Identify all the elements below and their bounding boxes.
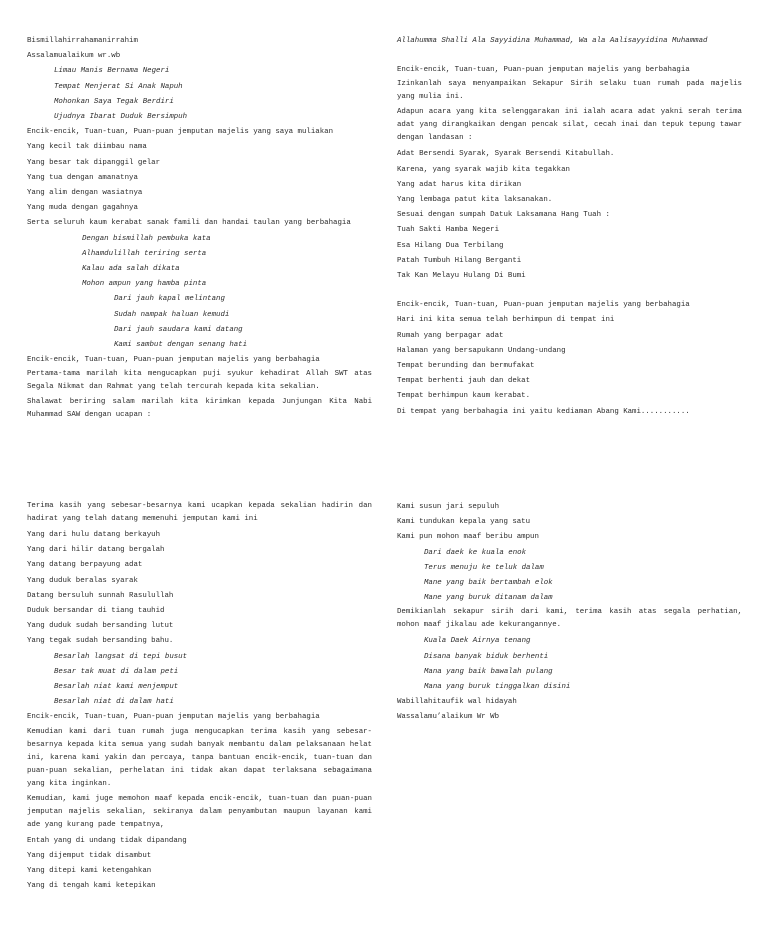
text-line: Kami susun jari sepuluh [397, 503, 500, 511]
text-line: Encik-encik, Tuan-tuan, Puan-puan jemputan majelis yang berbahagia [397, 66, 690, 75]
text-line: Yang ditepi kami ketengahkan [27, 867, 152, 876]
spacer [397, 284, 742, 298]
text-line: Tak Kan Melayu Hulang Di Bumi [397, 272, 526, 281]
verse-line: Mohon ampun yang hamba pinta [82, 280, 207, 289]
text-line: Bismillahirrahamanirrahim [27, 37, 138, 45]
verse-line: Dari daek ke kuala enok [424, 548, 527, 557]
section-shalawat [397, 34, 742, 420]
text-line: Yang duduk beralas syarak [27, 576, 138, 585]
verse-line: Limau Manis Bernama Negeri [54, 67, 170, 76]
text-line: Hari ini kita semua telah berhimpun di tempat ini [397, 316, 615, 325]
verse-line: Kuala Daek Airnya tenang [424, 637, 531, 646]
text-line: Assalamualaikum wr.wb [27, 52, 121, 61]
text-line: Encik-encik, Tuan-tuan, Puan-puan jemputan majelis yang saya muliakan [27, 128, 334, 137]
paragraph: Shalawat beriring salam marilah kita kirimkan kepada Junjungan Kita Nabi Muhammad SAW dengan ucapan : [27, 398, 372, 420]
paragraph: Terima kasih yang sebesar-besarnya kami ucapkan kepada sekalian hadirin dan hadirat yang telah datang memenuhi jemputan kami ini [27, 502, 372, 523]
text-line: Encik-encik, Tuan-tuan, Puan-puan jemputan majelis yang berbahagia [27, 713, 320, 722]
text-line: Yang dari hulu datang berkayuh [27, 531, 161, 539]
text-line: Wabillahitaufik wal hidayah [397, 698, 517, 707]
verse-line: Terus menuju ke teluk dalam [424, 563, 544, 572]
text-line: Kami tundukan kepala yang satu [397, 518, 531, 527]
text-line: Encik-encik, Tuan-tuan, Puan-puan jemputan majelis yang berbahagia [397, 301, 690, 310]
verse-line: Kami sambut dengan senang hati [114, 341, 248, 350]
verse-line: Kalau ada salah dikata [82, 265, 180, 274]
verse-line: Mane yang buruk ditanam dalam [424, 594, 553, 603]
paragraph: Kemudian, kami juge memohon maaf kepada encik-encik, tuan-tuan dan puan-puan jemputan majelis sekalian, sekiranya dalam penyambutan maupun layanan kami ade yang kurang pade tempatnya, [27, 794, 372, 829]
verse-line: Tempat Menjerat Si Anak Napuh [54, 82, 183, 91]
text-line: Yang tua dengan amanatnya [27, 173, 138, 182]
text-line: Yang duduk sudah bersanding lutut [27, 622, 174, 631]
verse-line: Ujudnya Ibarat Duduk Bersimpuh [54, 113, 188, 122]
text-line: Yang datang berpayung adat [27, 561, 143, 570]
text-line: Yang muda dengan gagahnya [27, 204, 138, 213]
text-line: Kami pun mohon maaf beribu ampun [397, 533, 539, 542]
text-line: Wassalamu’alaikum Wr Wb [397, 713, 500, 722]
text-line: Yang kecil tak diimbau nama [27, 143, 147, 152]
verse-line: Dengan bismillah pembuka kata [82, 234, 211, 243]
text-line: Serta seluruh kaum kerabat sanak famili dan handai taulan yang berbahagia [27, 219, 351, 228]
text-line: Tempat berhenti jauh dan dekat [397, 377, 531, 386]
paragraph: Izinkanlah saya menyampaikan Sekapur Sirih selaku tuan rumah pada majelis yang mulia ini. [397, 80, 742, 102]
text-line: Yang adat harus kita dirikan [397, 180, 522, 189]
text-line: Yang dijemput tidak disambut [27, 851, 152, 860]
verse-line: Mane yang baik bertambah elok [424, 579, 553, 588]
verse-line: Alhamdulillah teriring serta [82, 249, 207, 258]
text-line: Yang alim dengan wasiatnya [27, 189, 143, 198]
paragraph: Demikianlah sekapur sirih dari kami, terima kasih atas segala perhatian, mohon maaf jikalau ade kekurangannye. [397, 608, 742, 630]
verse-line: Besarlah niat kami menjemput [54, 683, 179, 692]
verse-line: Besarlah langsat di tepi busut [54, 652, 188, 661]
verse-line: Mana yang buruk tinggalkan disini [424, 683, 571, 692]
verse-line: Disana banyak biduk berhenti [424, 652, 549, 661]
paragraph: Kemudian kami dari tuan rumah juga mengucapkan terima kasih yang sebesar-besarnya kepada kita semua yang sudah banyak membantu dalam pelaksanaan helat ini, karena kami yakin dan percaya, tanpa bantuan encik-encik, tuan-tuan dan puan-puan sekalian, perhelatan ini tidak akan dapat terlaksana sebagaimana yang kita inginkan. [27, 727, 372, 788]
spacer [397, 49, 742, 63]
verse-line: Besar tak muat di dalam peti [54, 667, 179, 676]
verse-line: Sudah nampak haluan kemudi [114, 310, 230, 319]
text-line: Tempat berunding dan bermufakat [397, 362, 535, 371]
paragraph: Pertama-tama marilah kita mengucapkan puji syukur kehadirat Allah SWT atas Segala Nikmat dan Rahmat yang telah tercurah kepada kita sekalian. [27, 370, 372, 392]
text-line: Halaman yang bersapukann Undang-undang [397, 346, 566, 355]
verse-line: Mana yang baik bawalah pulang [424, 667, 553, 676]
section-thanks [27, 500, 372, 894]
text-line: Rumah yang berpagar adat [397, 331, 504, 340]
text-line: Tempat berhimpun kaum kerabat. [397, 392, 531, 401]
text-line: Patah Tumbuh Hilang Berganti [397, 256, 522, 265]
section-opening [27, 34, 372, 424]
text-line: Encik-encik, Tuan-tuan, Puan-puan jemputan majelis yang berbahagia [27, 356, 320, 365]
paragraph: Adapun acara yang kita selenggarakan ini ialah acara adat yakni serah terima adat yang dirangkaikan dengan pencak silat, cecah inai dan tepuk tepung tawar dengan landasan : [397, 108, 742, 143]
text-line: Yang dari hilir datang bergalah [27, 546, 165, 555]
text-line: Entah yang di undang tidak dipandang [27, 836, 187, 845]
text-line: Yang di tengah kami ketepikan [27, 882, 156, 891]
text-line: Datang bersuluh sunnah Rasulullah [27, 591, 174, 600]
verse-line: Mohonkan Saya Tegak Berdiri [54, 97, 174, 106]
text-line: Adat Bersendi Syarak, Syarak Bersendi Kitabullah. [397, 150, 615, 159]
verse-line: Dari jauh saudara kami datang [114, 325, 243, 334]
text-line: Esa Hilang Dua Terbilang [397, 241, 504, 250]
text-line: Yang lembaga patut kita laksanakan. [397, 196, 553, 205]
text-line: Karena, yang syarak wajib kita tegakkan [397, 165, 570, 174]
text-line: Yang tegak sudah bersanding bahu. [27, 637, 174, 646]
text-line: Tuah Sakti Hamba Negeri [397, 226, 500, 235]
text-line: Duduk bersandar di tiang tauhid [27, 607, 165, 616]
verse-line: Besarlah niat di dalam hati [54, 698, 174, 707]
verse-line: Dari jauh kapal melintang [114, 295, 225, 304]
text-line: Sesuai dengan sumpah Datuk Laksamana Hang Tuah : [397, 211, 610, 220]
text-line: Yang besar tak dipanggil gelar [27, 158, 161, 167]
text-line: Di tempat yang berbahagia ini yaitu kediaman Abang Kami........... [397, 407, 690, 416]
shalawat-header: Allahumma Shalli Ala Sayyidina Muhammad, Wa ala Aalisayyidina Muhammad [397, 37, 708, 45]
section-closing [397, 500, 742, 726]
